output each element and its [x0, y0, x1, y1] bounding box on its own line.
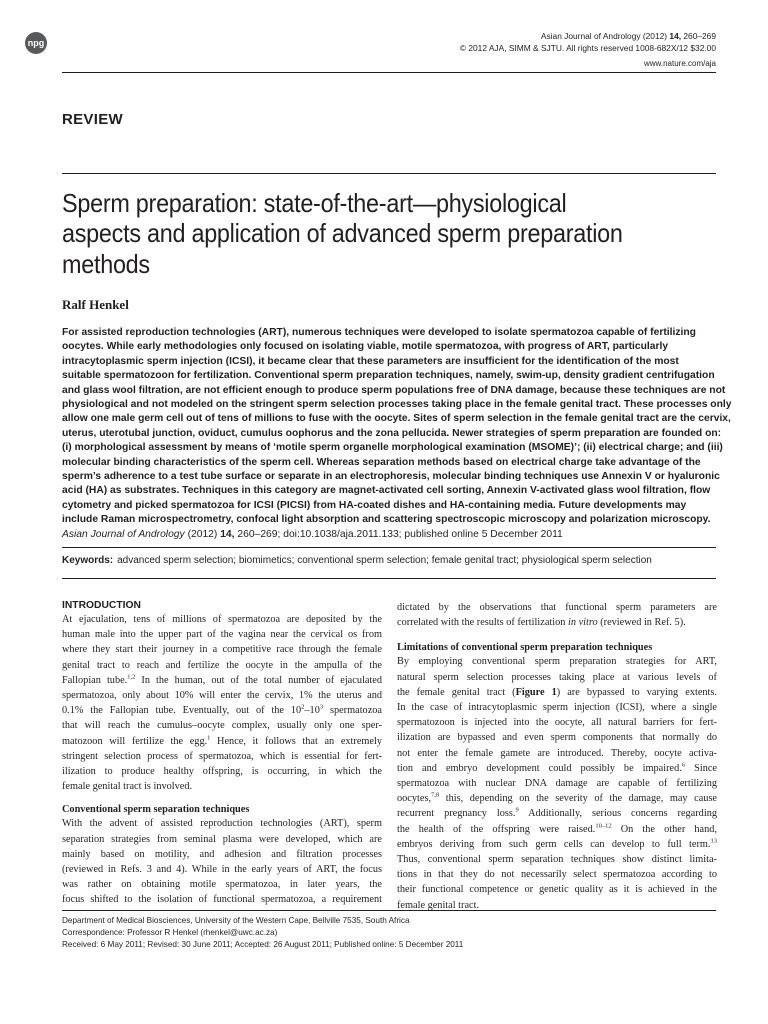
- body-line: where they start their journey in a competitive race through the female: [62, 644, 382, 656]
- website-link[interactable]: www.nature.com/aja: [643, 59, 716, 68]
- affiliation: Department of Medical Biosciences, University of the Western Cape, Bellville 7535, South Africa: [62, 916, 410, 925]
- body-line: genital tract to reach and fertilize the oocyte in the ampulla of the: [62, 659, 382, 671]
- article-title: [62, 188, 651, 279]
- citation-journal: Asian Journal of Andrology: [62, 528, 185, 540]
- body-line: ilization are bypassed and even sperm components that normally do: [397, 732, 717, 744]
- footer: [62, 915, 716, 951]
- figure-1-link[interactable]: Figure 1: [515, 686, 557, 698]
- author-name: Ralf Henkel: [62, 297, 129, 312]
- body-line: oocytes,$^{7,8}$ this, depending on the severity of the damage, may cause: [397, 791, 717, 805]
- conventional-heading: Conventional sperm separation techniques: [62, 804, 250, 816]
- body-line: focus shifted to the isolation of functional spermatozoa, a requirement: [62, 894, 382, 906]
- body-line: female genital tract.: [397, 899, 480, 911]
- body-line: spermatozoon is injected into the oocyte, all natural barriers for fert-: [397, 717, 717, 729]
- body-line: that will reach the cumulus–oocyte complex, usually only one sper-: [62, 720, 382, 732]
- body-column-left: [62, 600, 382, 908]
- body-line: At ejaculation, tens of millions of spermatozoa are deposited by the: [62, 614, 382, 625]
- keywords-rule-top: [62, 547, 716, 548]
- abstract-line: sperm’s adherence to a test tube surface or separate in an electrophoresis, molecular binding techniques use Annexin V or hyaluronic: [62, 471, 720, 483]
- abstract-line: intracytoplasmic sperm injection (ICSI), it became clear that these parameters are insufficient for the identification of the most: [62, 355, 679, 367]
- body-line: Fallopian tube.$^{1,2}$ In the human, out of the total number of ejaculated: [62, 673, 382, 686]
- abstract-line: For assisted reproduction technologies (ART), numerous techniques were developed to isolate spermatozoa capable of fertilizing: [62, 327, 696, 338]
- body-line: 0.1% the Fallopian tube. Eventually, out of the $10^2-10^3$ spermatozoa: [62, 703, 382, 717]
- abstract-line: oocytes. While early methodologies only focused on isolating viable, motile spermatozoa, with progress of ART, particularly: [62, 341, 669, 353]
- abstract-line: suitable spermatozoon for fertilization. Conventional sperm preparation techniques, namely, swim-up, density gradient centrifugation: [62, 370, 715, 382]
- abstract-line: physiological and not modeled on the stringent sperm selection processes taking place in the female genital tract. These processes only: [62, 399, 732, 411]
- body-line: separation strategies from seminal plasma were developed, which are: [62, 833, 382, 845]
- body-line: ilization to produce healthy offspring, is occurring, in which the: [62, 766, 382, 778]
- body-line: not enter the female gamete are introduced. Thereby, oocyte activa-: [397, 747, 717, 759]
- keywords: [62, 555, 716, 566]
- citation-details: 260–269; doi:10.1038/aja.2011.133; published online 5 December 2011: [237, 528, 563, 540]
- abstract-line: uterus, uterotubal junction, oviduct, cumulus oophorus and the zona pellucida. Newer strategies of sperm preparation are founded on:: [62, 427, 722, 439]
- journal-pages: 260–269: [683, 31, 716, 41]
- keywords-rule-bottom: [62, 578, 716, 579]
- abstract-line: acid (HA) as substrates. Techniques in this category are magnet-activated cell sorting, Annexin V-activated glass wool filtration, flow: [62, 485, 711, 497]
- keywords-text: advanced sperm selection; biomimetics; conventional sperm selection; female genital tract; physiological sperm selection: [117, 555, 652, 566]
- body-line: With the advent of assisted reproduction technologies (ART), sperm: [62, 818, 382, 830]
- citation-volume: 14,: [220, 528, 235, 540]
- journal-name: Asian Journal of Andrology (2012): [540, 31, 668, 41]
- npg-logo: npg: [25, 32, 47, 54]
- keywords-label: Keywords:: [62, 555, 114, 566]
- body-line: the female genital tract (Figure 1) are bypassed to varying extents.: [397, 686, 717, 698]
- body-line: human male into the upper part of the vagina near the cervical os from: [62, 629, 382, 641]
- copyright-line: © 2012 AJA, SIMM & SJTU. All rights reserved 1008-682X/12 $32.00: [459, 43, 716, 53]
- body-line: dictated by the observations that functional sperm parameters are: [397, 602, 717, 613]
- correspondence: Correspondence: Professor R Henkel (rhenkel@uwc.ac.za): [62, 928, 278, 937]
- body-line: natural sperm selection processes taking place at various levels of: [397, 671, 717, 683]
- abstract-line: molecular binding characteristics of the sperm cell. Whereas separation methods based on electrical charge take advantage of the: [62, 456, 701, 468]
- abstract: [62, 326, 732, 542]
- body-line: By employing conventional sperm preparation strategies for ART,: [397, 656, 717, 668]
- title-rule: [62, 173, 716, 174]
- body-line: embryos deriving from such germ cells can develop to full term.$^{13}$: [397, 837, 717, 850]
- abstract-line: include Raman microspectrometry, confocal light absorption and scattering spectroscopic microscopy and polarization microscopy.: [62, 514, 711, 526]
- article-dates: Received: 6 May 2011; Revised: 30 June 2011; Accepted: 26 August 2011; Published online: 5 December 2011: [62, 940, 464, 949]
- title-line: Sperm preparation: state-of-the-art—physiological: [62, 188, 567, 218]
- body-line: female genital tract is involved.: [62, 781, 193, 793]
- citation-year: (2012): [187, 528, 218, 540]
- body-line: Thus, conventional sperm separation techniques show distinct limita-: [397, 854, 717, 866]
- body-line: spermatozoa, only about 10% will enter the cervix, 1% the uterus and: [62, 690, 382, 702]
- title-line: methods: [62, 248, 150, 279]
- body-line: the health of the offspring were raised.$^{10-12}$ On the other hand,: [397, 822, 717, 835]
- body-line: tion and embryo development could possibly be impaired.$^6$ Since: [397, 761, 718, 774]
- body-column-right: [397, 600, 717, 913]
- citation-line: [62, 528, 716, 542]
- introduction-heading: INTRODUCTION: [62, 600, 141, 611]
- section-label: REVIEW: [62, 111, 123, 128]
- limitations-heading: Limitations of conventional sperm preparation techniques: [397, 642, 653, 654]
- body-line: mainly based on motility, and adhesion and filtration processes: [62, 848, 382, 860]
- title-line: aspects and application of advanced sperm preparation: [62, 218, 623, 249]
- body-line: recurrent pregnancy loss.$^9$ Additionally, serious concerns regarding: [397, 807, 717, 820]
- journal-header: [460, 30, 716, 54]
- journal-volume: 14,: [669, 31, 682, 41]
- abstract-line: and glass wool filtration, are not efficient enough to produce sperm populations free of DNA damage, because these techniques are not: [62, 384, 726, 396]
- header-rule: [62, 72, 716, 73]
- body-line: matozoon will fertilize the egg.$^1$ Hence, it follows that an extremely: [62, 734, 382, 747]
- body-line: spermatozoa with nuclear DNA damage are capable of fertilizing: [397, 778, 717, 790]
- body-line: was rather on obtaining motile spermatozoa, in later years, the: [62, 879, 382, 891]
- body-line: their functional competence or genetic quality as it is achieved in the: [397, 884, 717, 896]
- footer-rule: [62, 910, 716, 911]
- abstract-line: cytometry and picked spermatozoa for ICSI (PICSI) from HA-coated dishes and HA-containing media. Future developments may: [62, 499, 687, 511]
- body-line: tions in that they do not necessarily select spermatozoa according to: [397, 869, 717, 881]
- body-line: In the case of intracytoplasmic sperm injection (ICSI), where a single: [397, 702, 717, 714]
- body-line: correlated with the results of fertilization in vitro (reviewed in Ref. 5).: [397, 617, 686, 629]
- abstract-line: allow one male germ cell out of tens of millions to fuse with the oocyte. Sites of sperm selection in the female genital tract are the cervix,: [62, 413, 731, 425]
- abstract-line: (i) morphological assessment by means of ‘motile sperm organelle morphological examination (MSOME)’; (ii) electrical charge; and (iii): [62, 442, 723, 454]
- body-line: stringent selection process of spermatozoa, which is essential for fert-: [62, 750, 382, 762]
- body-line: (reviewed in Refs. 3 and 4). While in the early years of ART, the focus: [62, 864, 382, 876]
